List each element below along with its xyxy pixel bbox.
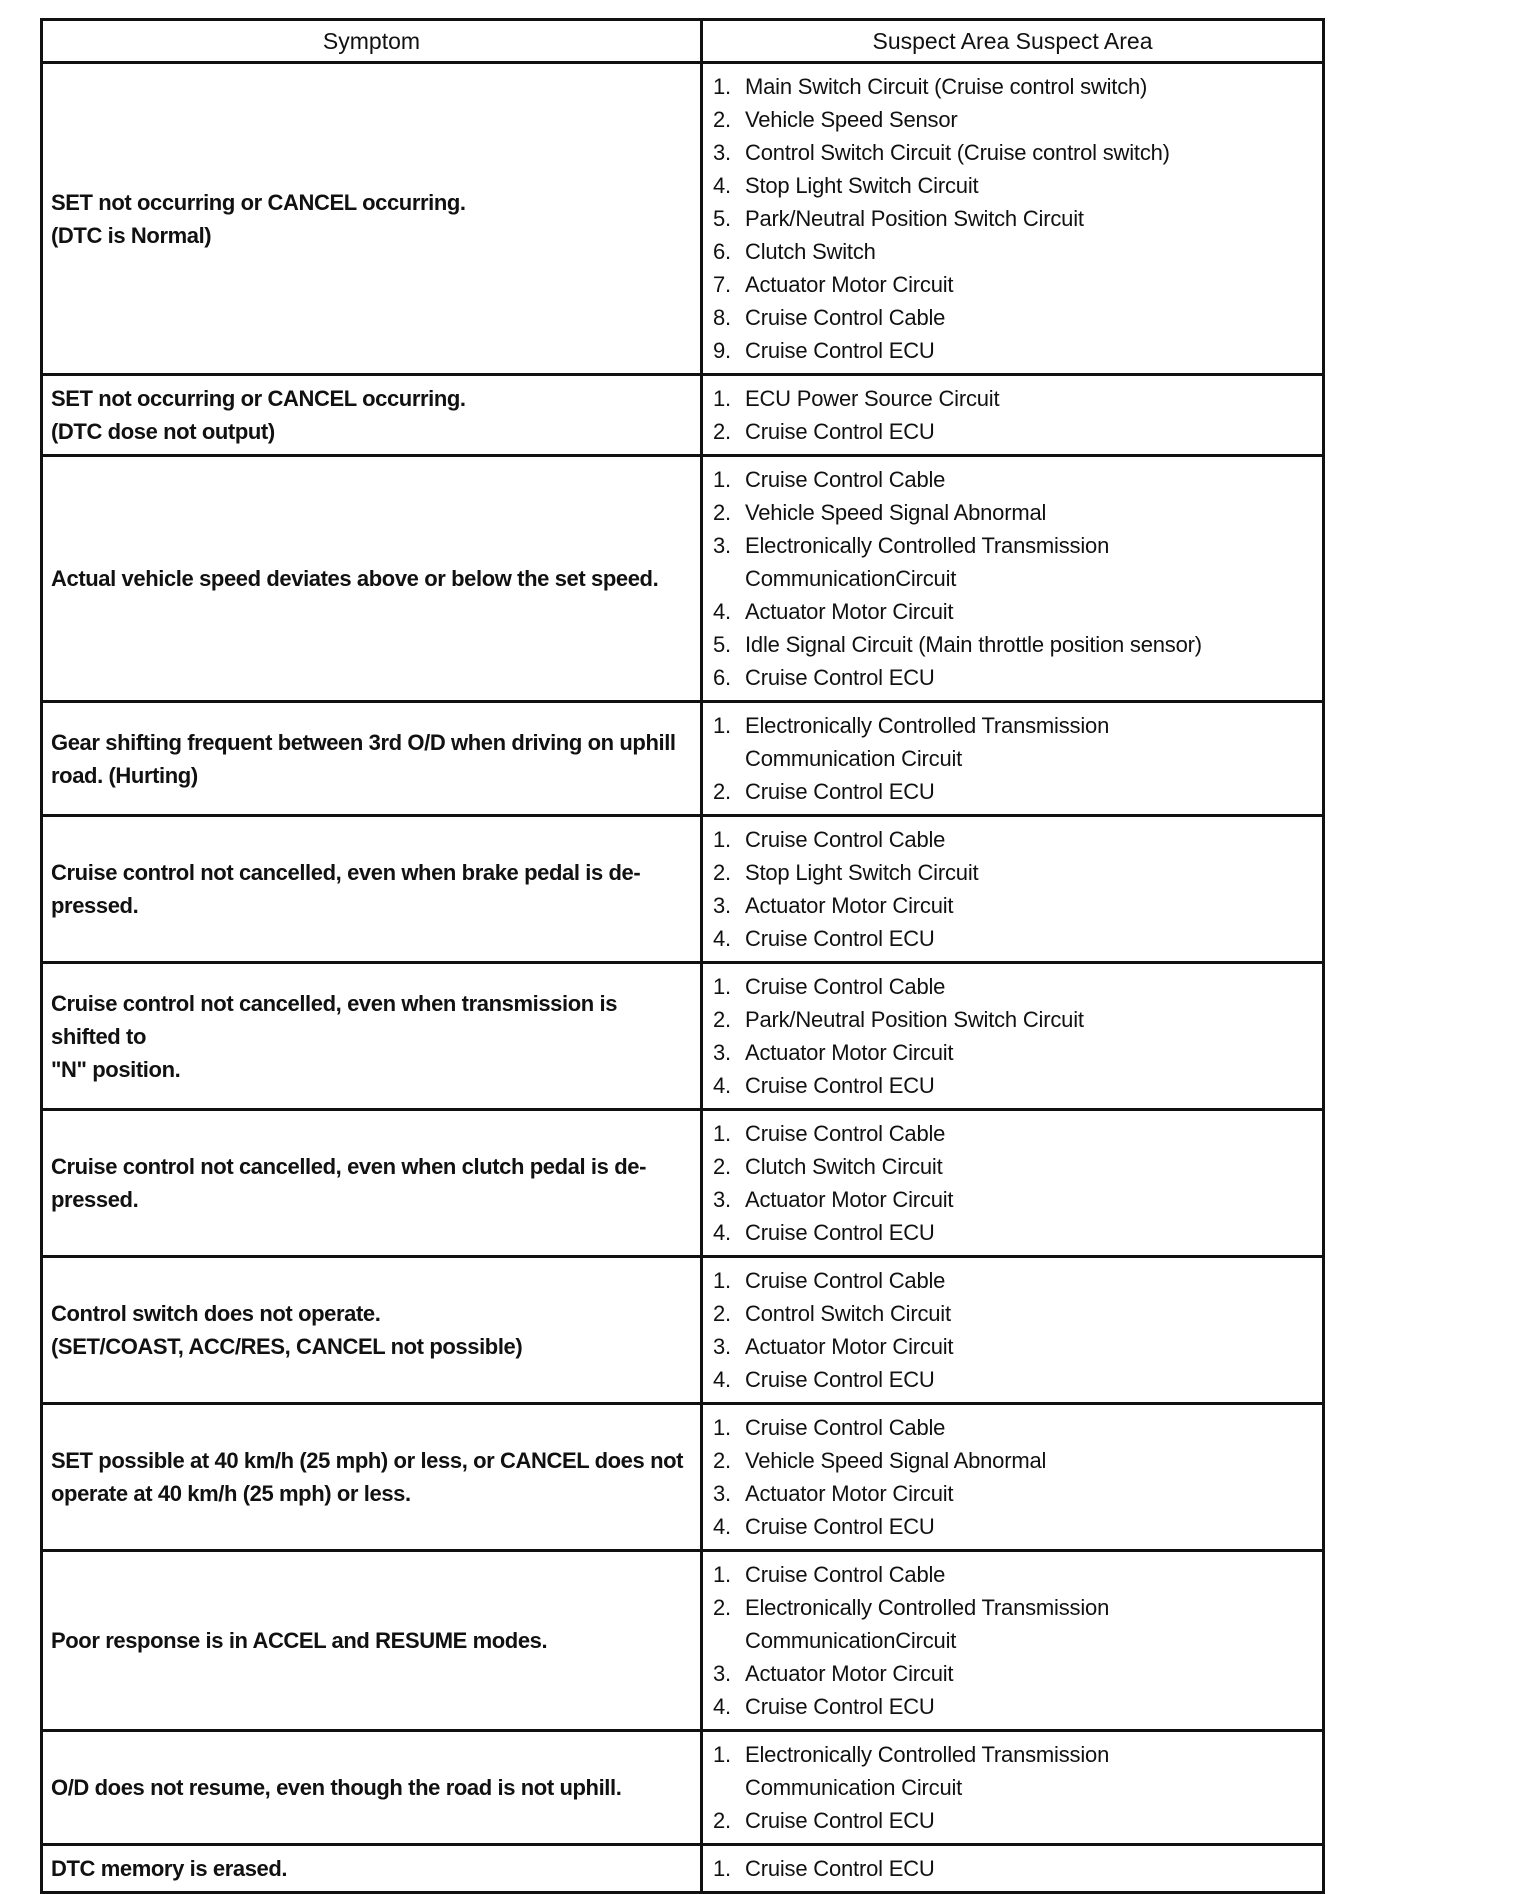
suspect-area-cell <box>702 816 1324 963</box>
list-item <box>713 1558 1314 1591</box>
item-text-line: Park/Neutral Position Switch Circuit <box>745 206 1084 231</box>
item-text <box>745 496 1314 529</box>
item-text-line: Stop Light Switch Circuit <box>745 173 979 198</box>
item-number: 5. <box>713 206 731 231</box>
symptom-cell <box>42 63 702 375</box>
item-text <box>745 970 1314 1003</box>
item-number: 1. <box>713 1268 731 1293</box>
item-text-line: Cruise Control ECU <box>745 1694 935 1719</box>
item-text <box>745 1852 1314 1885</box>
symptom-text: (DTC dose not output) <box>51 419 275 444</box>
item-text-line: Stop Light Switch Circuit <box>745 860 979 885</box>
list-item <box>713 595 1314 628</box>
list-item <box>713 1264 1314 1297</box>
item-number: 2. <box>713 419 731 444</box>
item-text-line: Cruise Control Cable <box>745 1121 946 1146</box>
item-text <box>745 1216 1314 1249</box>
list-item <box>713 1852 1314 1885</box>
item-text-line: Electronically Controlled Transmission <box>745 1742 1110 1767</box>
item-text <box>745 595 1314 628</box>
item-number: 2. <box>713 1595 731 1620</box>
list-item <box>713 1330 1314 1363</box>
item-text-line: Actuator Motor Circuit <box>745 1334 954 1359</box>
suspect-area-list <box>713 1411 1314 1543</box>
table-row <box>42 1110 1324 1257</box>
item-text-line: Vehicle Speed Signal Abnormal <box>745 1448 1047 1473</box>
symptom-cell <box>42 1404 702 1551</box>
item-text-line: CommunicationCircuit <box>745 566 957 591</box>
symptom-table <box>40 18 1325 1894</box>
item-text <box>745 136 1314 169</box>
item-text <box>745 1657 1314 1690</box>
item-text-line: Cruise Control ECU <box>745 1220 935 1245</box>
symptom-text: Control switch does not operate. <box>51 1301 381 1326</box>
suspect-area-cell <box>702 456 1324 702</box>
item-number: 1. <box>713 1562 731 1587</box>
item-text-line: Electronically Controlled Transmission <box>745 1595 1110 1620</box>
item-number: 3. <box>713 1661 731 1686</box>
table-row <box>42 816 1324 963</box>
suspect-area-cell <box>702 63 1324 375</box>
item-text-line: Cruise Control Cable <box>745 827 946 852</box>
list-item <box>713 889 1314 922</box>
item-text-line: CommunicationCircuit <box>745 1628 957 1653</box>
list-item <box>713 922 1314 955</box>
item-number: 2. <box>713 860 731 885</box>
item-text-line: Electronically Controlled Transmission <box>745 713 1110 738</box>
symptom-cell <box>42 1257 702 1404</box>
item-number: 4. <box>713 599 731 624</box>
table-row <box>42 963 1324 1110</box>
item-text <box>745 169 1314 202</box>
item-text-line: Cruise Control Cable <box>745 305 946 330</box>
symptom-column-header: Symptom <box>42 20 702 63</box>
item-text-line: Vehicle Speed Signal Abnormal <box>745 500 1047 525</box>
symptom-text: Gear shifting frequent between 3rd O/D when driving on uphill <box>51 729 676 755</box>
item-number: 2. <box>713 1154 731 1179</box>
symptom-text: Actual vehicle speed deviates above or below the set speed. <box>51 566 659 591</box>
list-item <box>713 628 1314 661</box>
symptom-text: (DTC is Normal) <box>51 222 212 248</box>
suspect-area-list <box>713 709 1314 808</box>
item-number: 8. <box>713 305 731 330</box>
item-text <box>745 1003 1314 1036</box>
item-text-line: Cruise Control ECU <box>745 1073 935 1098</box>
item-number: 4. <box>713 1694 731 1719</box>
item-number: 1. <box>713 1856 731 1881</box>
table-row <box>42 1404 1324 1551</box>
suspect-area-list <box>713 823 1314 955</box>
item-text-line: Main Switch Circuit (Cruise control switch) <box>745 74 1148 99</box>
list-item <box>713 1297 1314 1330</box>
item-number: 2. <box>713 1448 731 1473</box>
item-text <box>745 628 1314 661</box>
item-text <box>745 235 1314 268</box>
item-text-line: Actuator Motor Circuit <box>745 1661 954 1686</box>
item-text <box>745 889 1314 922</box>
item-text-line: Cruise Control ECU <box>745 1808 935 1833</box>
list-item <box>713 268 1314 301</box>
item-text-line: Actuator Motor Circuit <box>745 1187 954 1212</box>
table-row <box>42 1257 1324 1404</box>
symptom-text: Cruise control not cancelled, even when transmission is shifted to <box>51 990 618 1049</box>
item-number: 3. <box>713 140 731 165</box>
list-item <box>713 169 1314 202</box>
list-item <box>713 823 1314 856</box>
item-text <box>745 856 1314 889</box>
item-text-line: Cruise Control Cable <box>745 974 946 999</box>
list-item <box>713 1477 1314 1510</box>
suspect-area-cell <box>702 375 1324 456</box>
suspect-area-list <box>713 70 1314 367</box>
item-text-line: Communication Circuit <box>745 746 963 771</box>
item-text <box>745 529 1314 595</box>
item-text-line: Actuator Motor Circuit <box>745 1040 954 1065</box>
table-row <box>42 1731 1324 1845</box>
item-text <box>745 1738 1314 1804</box>
list-item <box>713 661 1314 694</box>
list-item <box>713 1444 1314 1477</box>
item-text-line: Communication Circuit <box>745 1775 963 1800</box>
list-item <box>713 202 1314 235</box>
item-text-line: Control Switch Circuit (Cruise control switch) <box>745 140 1170 165</box>
symptom-cell <box>42 456 702 702</box>
item-text-line: Cruise Control Cable <box>745 467 946 492</box>
item-text-line: Actuator Motor Circuit <box>745 1481 954 1506</box>
item-number: 4. <box>713 1073 731 1098</box>
item-text-line: Actuator Motor Circuit <box>745 272 954 297</box>
symptom-text: Poor response is in ACCEL and RESUME modes. <box>51 1628 548 1653</box>
item-text <box>745 202 1314 235</box>
list-item <box>713 382 1314 415</box>
item-number: 1. <box>713 713 731 738</box>
item-text <box>745 334 1314 367</box>
item-text <box>745 415 1314 448</box>
item-text-line: Cruise Control Cable <box>745 1415 946 1440</box>
symptom-cell <box>42 702 702 816</box>
suspect-area-cell <box>702 1257 1324 1404</box>
symptom-text: SET not occurring or CANCEL occurring. <box>51 189 466 215</box>
troubleshooting-sheet <box>40 18 1322 1894</box>
item-text <box>745 1558 1314 1591</box>
symptom-text: Cruise control not cancelled, even when clutch pedal is de- <box>51 1154 646 1179</box>
list-item <box>713 415 1314 448</box>
symptom-text: "N" position. <box>51 1056 181 1082</box>
item-text <box>745 1036 1314 1069</box>
item-text <box>745 1183 1314 1216</box>
list-item <box>713 70 1314 103</box>
item-text-line: Actuator Motor Circuit <box>745 599 954 624</box>
table-body <box>42 63 1324 1893</box>
item-number: 3. <box>713 533 731 558</box>
list-item <box>713 1657 1314 1690</box>
table-row <box>42 1551 1324 1731</box>
item-number: 3. <box>713 893 731 918</box>
suspect-area-list <box>713 1738 1314 1837</box>
item-text <box>745 1330 1314 1363</box>
item-number: 1. <box>713 1742 731 1767</box>
item-text-line: Cruise Control ECU <box>745 1514 935 1539</box>
item-number: 1. <box>713 1415 731 1440</box>
list-item <box>713 709 1314 775</box>
item-number: 2. <box>713 1007 731 1032</box>
item-text <box>745 382 1314 415</box>
item-number: 5. <box>713 632 731 657</box>
suspect-area-cell <box>702 963 1324 1110</box>
item-number: 4. <box>713 1514 731 1539</box>
list-item <box>713 334 1314 367</box>
item-text-line: Cruise Control Cable <box>745 1268 946 1293</box>
list-item <box>713 529 1314 595</box>
symptom-cell <box>42 963 702 1110</box>
item-number: 4. <box>713 1367 731 1392</box>
item-text <box>745 1363 1314 1396</box>
item-number: 6. <box>713 665 731 690</box>
symptom-text: Cruise control not cancelled, even when brake pedal is de- <box>51 860 641 885</box>
list-item <box>713 136 1314 169</box>
item-text <box>745 1264 1314 1297</box>
item-text-line: ECU Power Source Circuit <box>745 386 1000 411</box>
item-text <box>745 1117 1314 1150</box>
symptom-cell <box>42 375 702 456</box>
symptom-cell <box>42 1110 702 1257</box>
item-text-line: Cruise Control ECU <box>745 338 935 363</box>
item-text-line: Cruise Control ECU <box>745 419 935 444</box>
item-text <box>745 268 1314 301</box>
table-row <box>42 63 1324 375</box>
symptom-cell <box>42 1551 702 1731</box>
item-text <box>745 922 1314 955</box>
suspect-area-cell <box>702 702 1324 816</box>
suspect-area-column-header: Suspect Area Suspect Area <box>702 20 1324 63</box>
item-number: 1. <box>713 386 731 411</box>
suspect-area-list <box>713 1852 1314 1885</box>
table-row <box>42 702 1324 816</box>
item-number: 4. <box>713 1220 731 1245</box>
symptom-text: pressed. <box>51 1187 139 1212</box>
item-text-line: Electronically Controlled Transmission <box>745 533 1110 558</box>
suspect-area-cell <box>702 1404 1324 1551</box>
item-text <box>745 70 1314 103</box>
symptom-text: road. (Hurting) <box>51 762 198 788</box>
table-row <box>42 375 1324 456</box>
item-text-line: Park/Neutral Position Switch Circuit <box>745 1007 1084 1032</box>
list-item <box>713 301 1314 334</box>
suspect-area-cell <box>702 1845 1324 1893</box>
item-number: 2. <box>713 779 731 804</box>
list-item <box>713 1150 1314 1183</box>
suspect-area-list <box>713 970 1314 1102</box>
item-text-line: Actuator Motor Circuit <box>745 893 954 918</box>
item-text-line: Idle Signal Circuit (Main throttle position sensor) <box>745 632 1202 657</box>
list-item <box>713 775 1314 808</box>
item-number: 3. <box>713 1040 731 1065</box>
suspect-area-cell <box>702 1731 1324 1845</box>
table-header-row <box>42 20 1324 63</box>
item-number: 3. <box>713 1334 731 1359</box>
list-item <box>713 1036 1314 1069</box>
item-text-line: Clutch Switch Circuit <box>745 1154 943 1179</box>
list-item <box>713 235 1314 268</box>
item-number: 9. <box>713 338 731 363</box>
list-item <box>713 1510 1314 1543</box>
item-text <box>745 1591 1314 1657</box>
item-text <box>745 1804 1314 1837</box>
item-text-line: Vehicle Speed Sensor <box>745 107 958 132</box>
suspect-area-list <box>713 1264 1314 1396</box>
item-text-line: Cruise Control ECU <box>745 779 935 804</box>
item-number: 2. <box>713 1808 731 1833</box>
item-text <box>745 463 1314 496</box>
list-item <box>713 496 1314 529</box>
symptom-text: SET possible at 40 km/h (25 mph) or less, or CANCEL does not <box>51 1448 684 1473</box>
item-text <box>745 709 1314 775</box>
item-number: 3. <box>713 1187 731 1212</box>
item-text <box>745 1690 1314 1723</box>
symptom-text: SET not occurring or CANCEL occurring. <box>51 386 466 411</box>
item-text-line: Cruise Control ECU <box>745 1856 935 1881</box>
list-item <box>713 1117 1314 1150</box>
suspect-area-list <box>713 463 1314 694</box>
list-item <box>713 1804 1314 1837</box>
suspect-area-cell <box>702 1551 1324 1731</box>
item-text <box>745 1411 1314 1444</box>
list-item <box>713 463 1314 496</box>
item-text <box>745 823 1314 856</box>
item-text-line: Control Switch Circuit <box>745 1301 951 1326</box>
symptom-cell <box>42 1845 702 1893</box>
item-number: 2. <box>713 107 731 132</box>
item-text <box>745 1150 1314 1183</box>
item-text-line: Cruise Control ECU <box>745 926 935 951</box>
symptom-text: (SET/COAST, ACC/RES, CANCEL not possible) <box>51 1334 523 1359</box>
item-text-line: Cruise Control Cable <box>745 1562 946 1587</box>
item-number: 4. <box>713 173 731 198</box>
item-text-line: Cruise Control ECU <box>745 665 935 690</box>
item-number: 1. <box>713 974 731 999</box>
item-number: 4. <box>713 926 731 951</box>
item-text <box>745 775 1314 808</box>
list-item <box>713 1183 1314 1216</box>
item-number: 3. <box>713 1481 731 1506</box>
item-text-line: Cruise Control ECU <box>745 1367 935 1392</box>
list-item <box>713 1411 1314 1444</box>
symptom-text: DTC memory is erased. <box>51 1856 288 1881</box>
item-number: 1. <box>713 1121 731 1146</box>
item-number: 2. <box>713 1301 731 1326</box>
item-number: 7. <box>713 272 731 297</box>
item-text <box>745 301 1314 334</box>
item-text <box>745 103 1314 136</box>
list-item <box>713 1738 1314 1804</box>
symptom-text: pressed. <box>51 893 139 918</box>
item-number: 2. <box>713 500 731 525</box>
list-item <box>713 856 1314 889</box>
table-row <box>42 456 1324 702</box>
symptom-cell <box>42 816 702 963</box>
item-text <box>745 661 1314 694</box>
item-text <box>745 1510 1314 1543</box>
list-item <box>713 1003 1314 1036</box>
symptom-text: operate at 40 km/h (25 mph) or less. <box>51 1481 411 1506</box>
item-number: 6. <box>713 239 731 264</box>
list-item <box>713 103 1314 136</box>
suspect-area-list <box>713 1558 1314 1723</box>
list-item <box>713 1216 1314 1249</box>
list-item <box>713 1069 1314 1102</box>
item-text <box>745 1477 1314 1510</box>
symptom-text: O/D does not resume, even though the road is not uphill. <box>51 1775 622 1800</box>
table-row <box>42 1845 1324 1893</box>
item-text <box>745 1297 1314 1330</box>
list-item <box>713 1363 1314 1396</box>
item-text <box>745 1444 1314 1477</box>
item-text-line: Clutch Switch <box>745 239 876 264</box>
suspect-area-list <box>713 382 1314 448</box>
item-number: 1. <box>713 467 731 492</box>
item-text <box>745 1069 1314 1102</box>
suspect-area-list <box>713 1117 1314 1249</box>
suspect-area-cell <box>702 1110 1324 1257</box>
list-item <box>713 1591 1314 1657</box>
item-number: 1. <box>713 827 731 852</box>
symptom-cell <box>42 1731 702 1845</box>
item-number: 1. <box>713 74 731 99</box>
list-item <box>713 970 1314 1003</box>
list-item <box>713 1690 1314 1723</box>
